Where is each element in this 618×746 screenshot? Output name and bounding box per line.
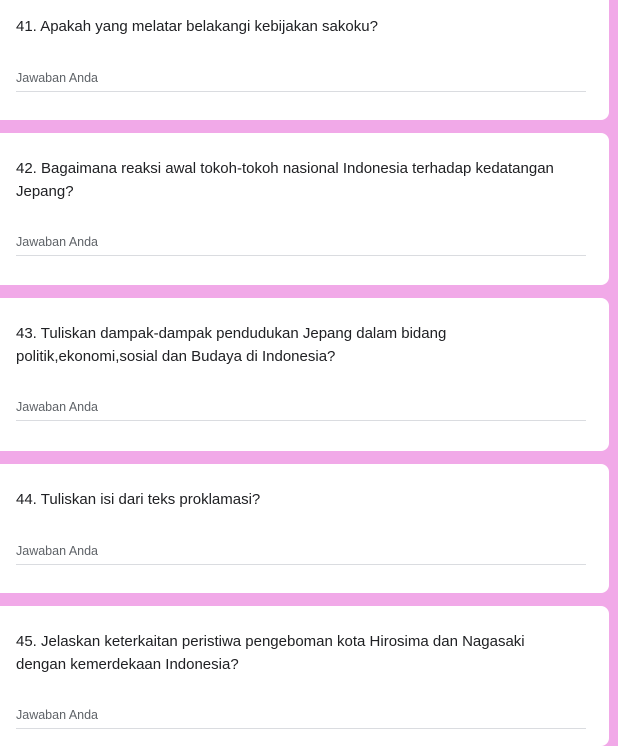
answer-field[interactable] <box>16 707 586 729</box>
answer-field[interactable] <box>16 234 586 256</box>
question-card-41 <box>0 0 609 120</box>
answer-placeholder: Jawaban Anda <box>16 544 99 558</box>
question-title: 42. Bagaimana reaksi awal tokoh-tokoh nasional Indonesia terhadap kedatangan Jepang? <box>16 160 554 200</box>
question-title: 41. Apakah yang melatar belakangi kebijakan sakoku? <box>16 18 378 35</box>
question-card-44 <box>0 464 609 593</box>
answer-underline <box>16 255 586 256</box>
answer-placeholder: Jawaban Anda <box>16 708 99 722</box>
question-title: 45. Jelaskan keterkaitan peristiwa pengeboman kota Hirosima dan Nagasaki dengan kemerdekaan Indonesia? <box>16 633 525 673</box>
question-card-43 <box>0 298 609 451</box>
answer-placeholder: Jawaban Anda <box>16 400 99 414</box>
answer-underline <box>16 91 586 92</box>
answer-placeholder: Jawaban Anda <box>16 71 99 85</box>
answer-field[interactable] <box>16 399 586 421</box>
question-card-42 <box>0 133 609 285</box>
answer-underline <box>16 728 586 729</box>
answer-underline <box>16 420 586 421</box>
answer-field[interactable] <box>16 70 586 92</box>
answer-placeholder: Jawaban Anda <box>16 235 99 249</box>
question-title: 44. Tuliskan isi dari teks proklamasi? <box>16 491 261 508</box>
answer-underline <box>16 564 586 565</box>
answer-field[interactable] <box>16 543 586 565</box>
question-title: 43. Tuliskan dampak-dampak pendudukan Jepang dalam bidang politik,ekonomi,sosial dan Budaya di Indonesia? <box>16 325 447 365</box>
question-card-45 <box>0 606 609 746</box>
